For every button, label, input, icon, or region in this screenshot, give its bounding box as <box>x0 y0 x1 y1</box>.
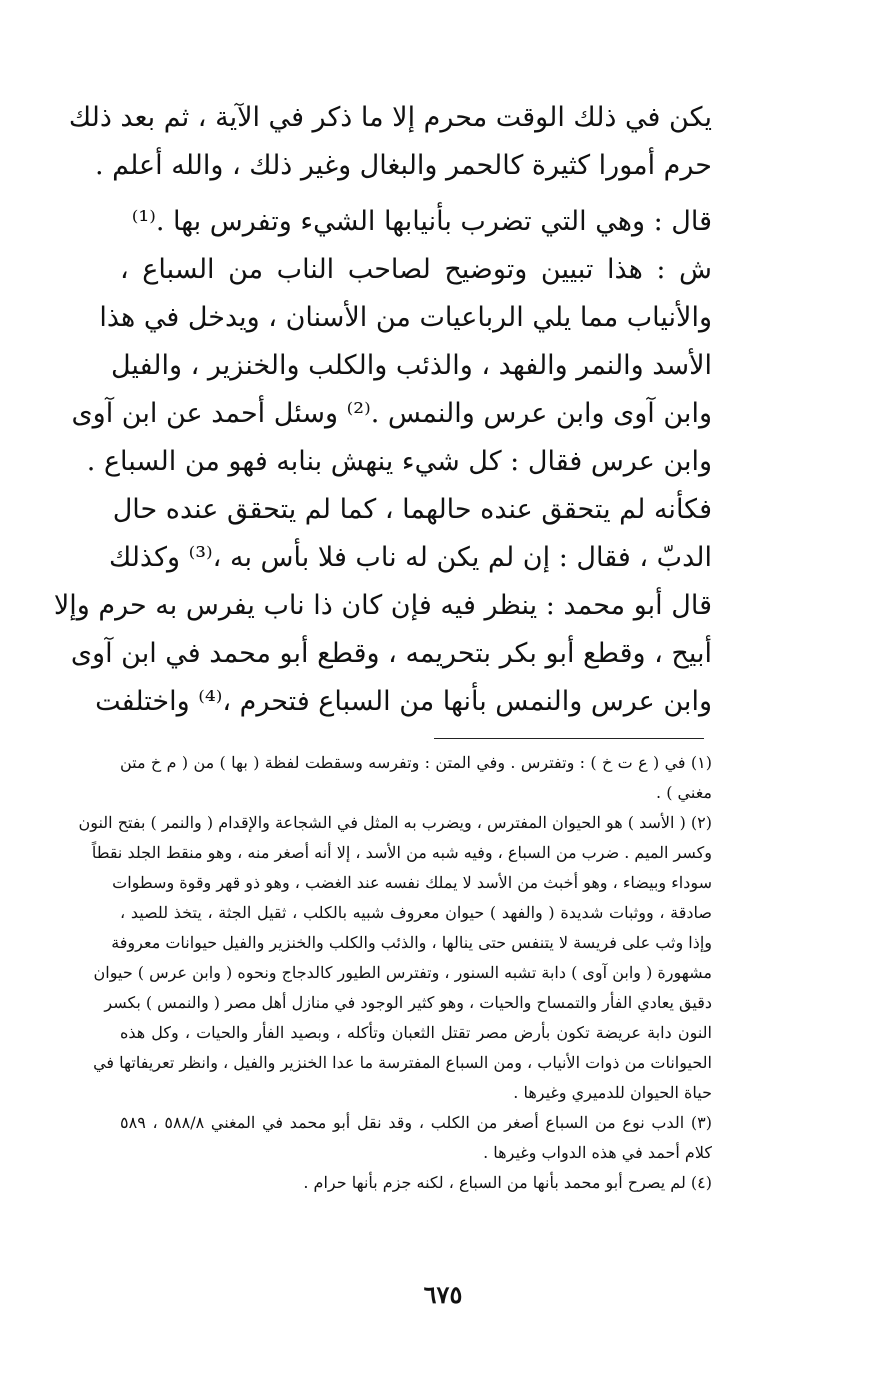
main-line: أبيح ، وقطع أبو بكر بتحريمه ، وقطع أبو محمد في ابن آوى <box>70 638 712 669</box>
footnotes-block <box>78 748 712 1198</box>
main-line: قال أبو محمد : ينظر فيه فإن كان ذا ناب يفرس به حرم وإلا <box>53 590 712 621</box>
footnote-line: (٢) ( الأسد ) هو الحيوان المفترس ، ويضرب به المثل في الشجاعة والإقدام ( والنمر ) بفتح النون <box>78 813 712 832</box>
footnote-line: دقيق يعادي الفأر والتمساح والحيات ، وهو كثير الوجود في منازل أهل مصر ( والنمس ) بكسر <box>104 993 712 1012</box>
main-line: وابن آوى وابن عرس والنمس .⁽²⁾ وسئل أحمد عن ابن آوى <box>71 398 712 429</box>
main-line: يكن في ذلك الوقت محرم إلا ما ذكر في الآية ، ثم بعد ذلك <box>68 102 712 133</box>
main-line: فكأنه لم يتحقق عنده حالهما ، كما لم يتحقق عنده حال <box>112 494 712 525</box>
main-line: ش : هذا تبيين وتوضيح لصاحب الناب من السباع ، <box>120 254 712 285</box>
footnote-line: صادقة ، ووثبات شديدة ( والفهد ) حيوان معروف شبيه بالكلب ، ثقيل الجثة ، يتخذ للصيد ، <box>120 903 712 922</box>
footnote-line: الحيوانات من ذوات الأنياب ، ومن السباع المفترسة ما عدا الخنزير والفيل ، وانظر تعريفاتها في <box>93 1053 712 1072</box>
footnote-line: وكسر الميم . ضرب من السباع ، وفيه شبه من الأسد ، إلا أنه أصغر منه ، وهو منقط الجلد نقطاً <box>91 843 712 862</box>
main-line: الأسد والنمر والفهد ، والذئب والكلب والخنزير ، والفيل <box>110 350 712 381</box>
page-number: ٦٧٥ <box>423 1280 463 1309</box>
footnote-line: حياة الحيوان للدميري وغيرها . <box>513 1083 712 1102</box>
main-line: قال : وهي التي تضرب بأنيابها الشيء وتفرس بها .⁽¹⁾ <box>131 206 712 237</box>
footnote-line: (٤) لم يصرح أبو محمد بأنها من السباع ، لكنه جزم بأنها حرام . <box>303 1173 712 1192</box>
footnote-line: (٣) الدب نوع من السباع أصغر من الكلب ، وقد نقل أبو محمد في المغني ٥٨٨/٨ ، ٥٨٩ <box>120 1113 712 1132</box>
footnote-line: سوداء وبيضاء ، وهو أخبث من الأسد لا يملك نفسه عند الغضب ، وهو ذو قهر وقوة وسطوات <box>112 873 712 892</box>
main-line: وابن عرس فقال : كل شيء ينهش بنابه فهو من السباع . <box>86 446 712 477</box>
footnote-line: (١) في ( ع ت خ ) : وتفترس . وفي المتن : وتفرسه وسقطت لفظة ( بها ) من ( م خ متن <box>120 753 712 772</box>
main-line: وابن عرس والنمس بأنها من السباع فتحرم ،⁽⁴⁾ واختلفت <box>95 686 712 717</box>
footnote-line: كلام أحمد في هذه الدواب وغيرها . <box>483 1143 712 1162</box>
footnote-divider <box>434 738 704 739</box>
footnote-line: مغني ) . <box>656 783 712 802</box>
footnote-line: وإذا وثب على فريسة لا يتنفس حتى ينالها ، والذئب والكلب والخنزير والفيل حيوانات معروفة <box>111 933 712 952</box>
main-line: الدبّ ، فقال : إن لم يكن له ناب فلا بأس به ،⁽³⁾ وكذلك <box>108 542 712 573</box>
footnote-line: النون دابة عريضة تكون بأرض مصر تقتل الثعبان وتأكله ، وبصيد الفأر والحيات ، وكل هذه <box>120 1023 712 1042</box>
main-line: والأنياب مما يلي الرباعيات من الأسنان ، ويدخل في هذا <box>99 302 712 333</box>
main-line: حرم أمورا كثيرة كالحمر والبغال وغير ذلك ، والله أعلم . <box>94 150 712 181</box>
footnote-line: مشهورة ( وابن آوى ) دابة تشبه السنور ، وتفترس الطيور كالدجاج ونحوه ( وابن عرس ) حيوان <box>93 963 712 982</box>
main-text-block <box>53 94 712 726</box>
